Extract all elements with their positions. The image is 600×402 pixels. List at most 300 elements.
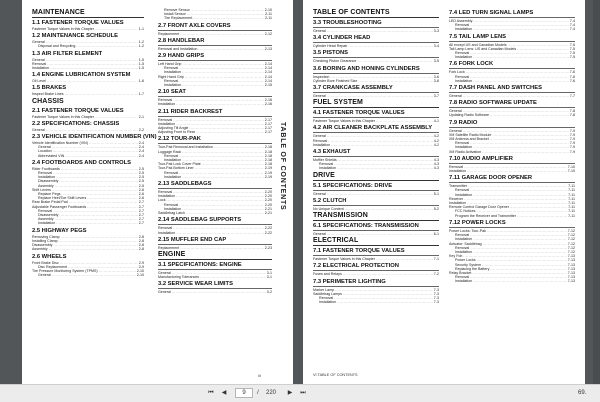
toc-section-heading[interactable]: 4.3 EXHAUST <box>313 149 439 157</box>
toc-dot-leader <box>331 143 433 147</box>
toc-entry-title: Key Fob <box>449 254 463 259</box>
toc-section-heading[interactable]: 3.7 CRANKCASE ASSEMBLY <box>313 85 439 93</box>
left-page-vertical-title: TABLE OF CONTENTS <box>279 122 286 211</box>
toc-entry-title: Transmitter <box>449 184 468 189</box>
toc-entry-page: 2-17 <box>264 117 272 122</box>
toc-entry-title: Installation <box>158 121 176 126</box>
toc-entry-page: 7-9 <box>569 141 575 146</box>
total-pages: 220 <box>265 390 276 396</box>
toc-entry-page: 2-10 <box>136 268 144 273</box>
toc-section-heading[interactable]: 3.2 SERVICE WEAR LIMITS <box>158 281 272 289</box>
toc-entry-title: Removal <box>32 61 47 66</box>
toc-dot-leader <box>65 92 138 96</box>
toc-dot-leader <box>473 279 567 283</box>
toc-entry-page: 2-5 <box>138 179 144 184</box>
toc-dot-leader <box>172 290 266 294</box>
toc-dot-leader <box>56 221 138 225</box>
toc-entry-title: Right Hand Grip <box>158 74 184 79</box>
toc-entry-page: 2-8 <box>138 247 144 252</box>
toc-section-heading[interactable]: 1.4 ENGINE LUBRICATION SYSTEM <box>32 72 131 79</box>
toc-section-heading[interactable]: 1.3 AIR FILTER ELEMENT <box>32 50 103 57</box>
toc-entry-title: Assembly <box>38 183 54 188</box>
toc-entry-page: 2-18 <box>264 162 272 167</box>
toc-entry-page: 7-12 <box>567 237 575 242</box>
toc-entry-page: 7-4 <box>569 23 575 28</box>
toc-entry[interactable] <box>449 79 575 83</box>
toc-dot-leader <box>47 79 138 83</box>
toc-section-heading[interactable]: 7.8 RADIO SOFTWARE UPDATE <box>449 100 575 108</box>
toc-entry-title: Installation <box>38 221 56 226</box>
toc-entry-page: 7-13 <box>567 279 575 284</box>
toc-chapter-heading[interactable]: TRANSMISSION <box>313 211 439 221</box>
toc-section-heading[interactable]: 4.1 FASTENER TORQUE VALUES <box>313 110 439 118</box>
toc-dot-leader <box>193 16 264 20</box>
toc-section-heading[interactable]: 2.10 SEAT <box>158 89 272 97</box>
toc-section-heading[interactable]: 7.11 GARAGE DOOR OPENER <box>449 175 575 183</box>
toc-section-heading[interactable]: 1.1 FASTENER TORQUE VALUES <box>32 20 124 26</box>
toc-entry-page: 2-5 <box>138 175 144 180</box>
toc-entry-page: 7-12 <box>567 233 575 238</box>
toc-section-heading[interactable]: 6.1 SPECIFICATIONS: TRANSMISSION <box>313 223 439 231</box>
toc-entry-page: 2-5 <box>138 171 144 176</box>
toc-entry-page: 7-4 <box>569 19 575 23</box>
right-page <box>303 0 585 384</box>
toc-entry-title: Tire Replacement <box>164 16 193 21</box>
toc-entry-title: Disassembly <box>32 243 53 248</box>
toc-entry[interactable] <box>313 272 439 276</box>
toc-entry[interactable] <box>313 119 439 123</box>
toc-dot-leader <box>463 94 569 98</box>
toc-entry-page: 4-3 <box>433 162 439 167</box>
toc-dot-leader <box>357 59 432 63</box>
toc-entry-title: General <box>38 145 51 150</box>
toc-entry-page: 7-3 <box>433 287 439 292</box>
toc-dot-leader <box>490 113 569 117</box>
toc-entry-page: 2-13 <box>264 46 272 51</box>
toc-entry[interactable] <box>32 27 144 31</box>
toc-section-heading[interactable]: 7.4 LED TURN SIGNAL LAMPS <box>449 10 575 18</box>
toc-entry[interactable] <box>32 128 144 132</box>
toc-entry-page: 2-14 <box>264 78 272 83</box>
toc-entry-page: 2-17 <box>264 126 272 131</box>
toc-entry-title: Removal <box>455 141 470 146</box>
toc-entry-page: 2-7 <box>138 200 144 205</box>
toc-entry-page: 7-5 <box>569 55 575 60</box>
toc-section-heading[interactable]: 7.9 RADIO <box>449 120 575 128</box>
toc-section-heading[interactable]: 5.2 CLUTCH <box>313 198 439 206</box>
toc-entry-title: Vehicle Identification Number (VIN) <box>32 141 88 146</box>
toc-section-heading[interactable]: 7.2 ELECTRICAL PROTECTION <box>313 263 439 271</box>
toc-entry[interactable] <box>449 27 575 31</box>
toc-section-heading[interactable]: 7.6 FORK LOCK <box>449 61 575 69</box>
toc-entry[interactable] <box>313 59 439 63</box>
toc-entry-title: Receiver <box>449 196 464 201</box>
toc-entry-page: 5-2 <box>433 206 439 211</box>
toc-entry-title: Removal <box>158 117 173 122</box>
toc-entry-title: General <box>449 109 462 114</box>
toc-entry[interactable] <box>313 257 439 261</box>
toc-entry[interactable] <box>158 32 272 36</box>
toc-section-heading[interactable]: 7.10 AUDIO AMPLIFIER <box>449 156 575 164</box>
zoom-level[interactable]: 69. <box>578 390 587 396</box>
toc-entry-page: 2-17 <box>264 130 272 135</box>
right-toc-column-2 <box>449 8 575 284</box>
toc-entry[interactable] <box>313 44 439 48</box>
toc-entry-title: Removal <box>455 51 470 56</box>
toc-entry-title: General <box>449 94 462 99</box>
toc-entry[interactable] <box>313 192 439 196</box>
toc-section-heading[interactable]: 3.3 TROUBLESHOOTING <box>313 20 439 28</box>
toc-entry-title: Installation <box>455 145 473 150</box>
toc-entry[interactable] <box>32 66 144 70</box>
toc-entry-page: 7-11 <box>568 184 575 189</box>
toc-entry[interactable] <box>32 92 144 96</box>
toc-section-heading[interactable]: 7.12 POWER LOCKS <box>449 220 575 228</box>
toc-entry-title: Updating Radio Software <box>449 113 489 118</box>
toc-entry-page: 7-11 <box>568 201 575 206</box>
toc-dot-leader <box>473 27 569 31</box>
toc-chapter-heading[interactable]: TABLE OF CONTENTS <box>313 8 439 18</box>
toc-entry-page: 7-11 <box>568 205 575 210</box>
toc-entry-page: 2-18 <box>264 153 272 158</box>
toc-entry[interactable] <box>158 47 272 51</box>
toc-dot-leader <box>376 257 433 261</box>
toc-section-heading[interactable]: 2.2 SPECIFICATIONS: CHASSIS <box>32 120 120 127</box>
toc-entry-title: Removal <box>164 170 179 175</box>
toc-entry-page: 2-17 <box>264 121 272 126</box>
previous-page-button[interactable]: ◀ <box>221 390 227 396</box>
toc-entry[interactable] <box>449 214 575 218</box>
toc-dot-leader <box>65 154 138 158</box>
toc-entry[interactable] <box>313 29 439 33</box>
toc-entry-title: Disassembly <box>38 213 59 218</box>
toc-dot-leader <box>473 55 569 59</box>
toc-entry-page: 2-14 <box>264 74 272 79</box>
toc-section-heading[interactable]: 2.14 SADDLEBAG SUPPORTS <box>158 217 272 225</box>
toc-entry-page: 7-6 <box>569 78 575 83</box>
toc-chapter-heading[interactable]: FUEL SYSTEM <box>313 98 439 108</box>
toc-entry-title: Installation <box>313 142 331 147</box>
toc-entry-title: Installation <box>455 27 473 32</box>
toc-entry[interactable] <box>158 130 272 134</box>
toc-entry[interactable] <box>158 290 272 294</box>
toc-entry-title: Removal <box>455 74 470 79</box>
toc-entry-title: Relay Bracket <box>449 270 472 275</box>
toc-entry[interactable] <box>32 79 144 83</box>
toc-dot-leader <box>176 231 264 235</box>
toc-dot-leader <box>473 79 569 83</box>
toc-entry-page: 7-13 <box>567 254 575 259</box>
toc-entry[interactable] <box>158 175 272 179</box>
toc-entry[interactable] <box>32 273 144 277</box>
toc-entry-title: Removal <box>158 226 173 231</box>
toc-entry-title: Fastener Torque Values in this Chapter <box>313 257 375 262</box>
vertical-scrollbar[interactable] <box>593 0 600 384</box>
toc-entry-page: 7-12 <box>567 245 575 250</box>
toc-entry-title: Remove Sensor <box>164 8 190 12</box>
toc-entry-page: 7-6 <box>569 74 575 79</box>
toc-entry-page: 7-13 <box>567 258 575 263</box>
toc-entry-page: 7-11 <box>568 213 575 218</box>
toc-entry-page: 3-2 <box>266 290 272 295</box>
toc-entry-title: Inspect Brake Lines <box>32 92 64 97</box>
page-number-input[interactable]: 9 <box>235 388 253 398</box>
toc-section-heading[interactable]: 7.7 DASH PANEL AND SWITCHES <box>449 85 575 93</box>
toc-entry-title: Install Sensor <box>164 12 186 17</box>
toc-entry-page: 2-21 <box>264 206 272 211</box>
toc-entry-page: 4-2 <box>433 134 439 139</box>
toc-entry[interactable] <box>158 231 272 235</box>
toc-entry-title: Adjustable Passenger Footboards <box>32 204 87 209</box>
toc-entry-title: Removal <box>158 98 173 103</box>
toc-entry-title: Actuator: Saddlebag <box>449 241 482 246</box>
toc-entry[interactable] <box>32 154 144 158</box>
toc-entry-page: 3-4 <box>433 44 439 49</box>
toc-entry-page: 7-9 <box>569 137 575 142</box>
toc-entry-title: Installation <box>449 201 467 206</box>
toc-section-heading[interactable]: 3.1 SPECIFICATIONS: ENGINE <box>158 262 272 270</box>
toc-entry-page: 2-1 <box>138 114 144 119</box>
toc-entry[interactable] <box>158 102 272 106</box>
toc-section-heading[interactable]: 5.1 SPECIFICATIONS: DRIVE <box>313 183 439 191</box>
toc-dot-leader <box>186 211 264 215</box>
toc-section-heading[interactable]: 2.15 MUFFLER END CAP <box>158 237 272 245</box>
toc-section-heading[interactable]: 7.5 TAIL LAMP LENS <box>449 34 575 42</box>
toc-entry[interactable] <box>158 211 272 215</box>
toc-entry-page: 7-11 <box>568 192 575 197</box>
toc-dot-leader <box>50 66 138 70</box>
toc-entry[interactable] <box>158 83 272 87</box>
toc-entry[interactable] <box>449 169 575 173</box>
toc-dot-leader <box>196 130 264 134</box>
toc-entry[interactable] <box>158 16 272 20</box>
toc-chapter-heading[interactable]: DRIVE <box>313 171 439 181</box>
toc-section-heading[interactable]: 4.2 AIR CLEANER BACKPLATE ASSEMBLY <box>313 125 439 133</box>
toc-chapter-heading[interactable]: MAINTENANCE <box>32 8 144 18</box>
toc-entry-page: 1-5 <box>138 57 144 62</box>
toc-section-heading[interactable]: 3.5 PISTONS <box>313 50 439 58</box>
toc-section-heading[interactable]: 2.8 HANDLEBAR <box>158 38 272 46</box>
toc-entry-page: 2-20 <box>264 198 272 203</box>
toc-entry-title: General <box>313 29 326 33</box>
toc-entry[interactable] <box>32 247 144 251</box>
toc-entry-title: Installation <box>164 83 182 88</box>
toc-entry-page: 4-2 <box>433 142 439 147</box>
toc-section-heading[interactable]: 2.1 FASTENER TORQUE VALUES <box>32 107 124 114</box>
toc-entry-title: Saddlebag Latch <box>158 211 185 216</box>
toc-dot-leader <box>327 192 433 196</box>
toc-entry[interactable] <box>449 279 575 283</box>
toc-entry-title: Removal <box>319 162 334 167</box>
toc-section-heading[interactable]: 7.3 PERIMETER LIGHTING <box>313 279 439 287</box>
toc-entry-page: 7-12 <box>567 241 575 246</box>
toc-entry-title: Replace Pegs <box>38 192 61 197</box>
left-page-number: iii <box>258 373 261 378</box>
toc-entry-page: 1-2 <box>138 44 144 49</box>
toc-entry-title: Tour-Pak Bottom Liner <box>158 166 194 171</box>
toc-entry-page: 2-21 <box>264 211 272 216</box>
toc-entry-title: Adjusting Tilt Angle <box>158 126 189 131</box>
toc-entry-page: 7-13 <box>567 262 575 267</box>
toc-entry-page: 2-9 <box>138 264 144 269</box>
toc-section-heading[interactable]: 2.12 TOUR-PAK <box>158 136 272 144</box>
toc-entry-page: 2-4 <box>138 153 144 158</box>
toc-entry-page: 2-20 <box>264 202 272 207</box>
toc-entry-title: Removal <box>38 208 53 213</box>
toc-entry-title: Replace Heel/Toe Shift Levers <box>38 196 87 201</box>
toc-entry-title: Fuses and Relays <box>313 272 342 277</box>
toc-entry[interactable] <box>313 143 439 147</box>
toc-entry[interactable] <box>449 55 575 59</box>
next-page-button[interactable]: ▶ <box>287 390 293 396</box>
toc-chapter-heading[interactable]: ENGINE <box>158 250 272 260</box>
toc-chapter-heading[interactable]: ELECTRICAL <box>313 236 439 246</box>
toc-entry-page: 1-5 <box>138 66 144 71</box>
toc-entry-page: 3-6 <box>433 74 439 79</box>
toc-entry-title: Installation <box>164 70 182 75</box>
toc-entry-title: Installation <box>455 55 473 60</box>
toc-entry-page: 7-8 <box>569 113 575 118</box>
toc-dot-leader <box>46 128 138 132</box>
pdf-toolbar <box>0 384 600 402</box>
toc-entry[interactable] <box>32 115 144 119</box>
toc-entry-page: 1-7 <box>138 92 144 97</box>
toc-entry-page: 7-8 <box>569 109 575 114</box>
toc-entry-title: Cylinder Head Repair <box>313 44 348 49</box>
toc-entry-page: 3-1 <box>266 270 272 275</box>
toc-entry-title: Installation <box>449 169 467 174</box>
toc-entry-title: General <box>449 128 462 133</box>
toc-section-heading[interactable]: 2.7 FRONT AXLE COVERS <box>158 23 272 31</box>
toc-entry-title: Tour-Pak Lock Cover Plate <box>158 162 201 167</box>
toc-entry[interactable] <box>32 44 144 48</box>
toc-entry-title: Muffler Shields <box>313 158 337 163</box>
toc-entry-title: XM Antenna and Bracket <box>449 137 489 142</box>
toc-entry-page: 7-3 <box>433 300 439 305</box>
toc-section-heading[interactable]: 7.1 FASTENER TORQUE VALUES <box>313 248 439 256</box>
toc-entry-page: 3-7 <box>433 94 439 99</box>
toc-section-heading[interactable]: 2.3 VEHICLE IDENTIFICATION NUMBER (VIN) <box>32 134 157 141</box>
toc-entry-page: 7-12 <box>567 228 575 233</box>
toc-entry-title: Installation <box>164 158 182 163</box>
toc-entry-page: 2-5 <box>138 166 144 171</box>
toc-entry-title: Installation <box>158 194 176 199</box>
toc-entry-title: Tour-Pak Removal and Installation <box>158 145 213 150</box>
toc-entry-title: General <box>158 270 171 275</box>
toc-entry-page: 2-16 <box>264 98 272 103</box>
toc-dot-leader <box>180 32 264 36</box>
toc-entry-page: 2-6 <box>138 187 144 192</box>
toc-dot-leader <box>482 150 569 154</box>
toc-entry[interactable] <box>449 113 575 117</box>
toc-entry-title: Installing Clamp <box>32 238 58 243</box>
toc-entry-page: 7-9 <box>569 149 575 154</box>
toc-entry-title: Shift Levers <box>32 187 51 192</box>
toc-entry-page: 2-5 <box>138 183 144 188</box>
toc-entry-page: 2-14 <box>264 62 272 67</box>
toc-entry-title: Tire Pressure Monitoring System (TPMS) <box>32 268 98 273</box>
toc-dot-leader <box>348 44 432 48</box>
toc-dot-leader <box>76 44 137 48</box>
toc-entry-page: 2-18 <box>264 145 272 150</box>
toc-entry[interactable] <box>32 221 144 225</box>
toc-entry-page: 4-3 <box>433 166 439 171</box>
toc-entry-title: Installation <box>164 174 182 179</box>
toc-dot-leader <box>343 272 433 276</box>
toc-dot-leader <box>467 169 567 173</box>
toc-entry[interactable] <box>449 150 575 154</box>
toc-chapter-heading[interactable]: CHASSIS <box>32 97 64 105</box>
toc-entry-page: 7-13 <box>567 275 575 280</box>
toc-entry-title: XM Radio Activation <box>449 149 482 154</box>
toc-section-heading[interactable]: 3.6 BORING AND HONING CYLINDERS <box>313 66 439 74</box>
toc-entry-page: 2-20 <box>264 190 272 195</box>
toc-entry-title: Lock <box>158 198 166 203</box>
toc-entry-title: Assembly <box>32 247 48 252</box>
toc-entry-page: 4-2 <box>433 138 439 143</box>
toc-entry-title: General <box>38 273 51 278</box>
toc-entry-title: Rider Footboards <box>32 166 60 171</box>
toc-entry-page: 2-4 <box>138 149 144 154</box>
toc-section-heading[interactable]: 1.2 MAINTENANCE SCHEDULE <box>32 33 118 40</box>
toc-entry-page: 2-4 <box>138 141 144 146</box>
toc-section-heading[interactable]: 2.13 SADDLEBAGS <box>158 181 272 189</box>
page-separator: / <box>257 390 259 396</box>
toc-dot-leader <box>327 29 433 33</box>
toc-section-heading[interactable]: 2.5 HIGHWAY PEGS <box>32 227 87 234</box>
right-toc-column-1 <box>313 8 439 304</box>
toc-section-heading[interactable]: 2.6 WHEELS <box>32 253 67 260</box>
toc-entry-title: Replacement <box>158 31 180 36</box>
toc-entry-title: General <box>32 127 45 132</box>
toc-entry[interactable] <box>313 79 439 83</box>
toc-dot-leader <box>182 83 264 87</box>
toc-entry-page: 7-12 <box>567 249 575 254</box>
toc-entry-page: 7-4 <box>569 27 575 32</box>
toc-entry-title: Replacing the Battery <box>455 266 490 271</box>
first-page-button[interactable]: ⏮ <box>208 390 214 396</box>
toc-entry-title: Tail Lamp Lens: US and Canadian Models <box>449 46 517 51</box>
toc-entry-page: 7-9 <box>569 128 575 133</box>
toc-entry-page: 7-10 <box>567 164 575 169</box>
toc-entry[interactable] <box>313 300 439 304</box>
toc-entry-title: Inspection <box>313 74 330 79</box>
toc-entry-title: Installation <box>319 300 337 305</box>
toc-dot-leader <box>52 273 136 277</box>
toc-entry-title: Rear Brake Pedal Pad <box>32 200 68 205</box>
toc-entry[interactable] <box>158 275 272 279</box>
toc-entry-page: 3-6 <box>433 78 439 83</box>
last-page-button[interactable]: ⏭ <box>300 390 306 396</box>
toc-section-heading[interactable]: 3.4 CYLINDER HEAD <box>313 35 439 43</box>
right-page-footer: VI TABLE OF CONTENTS <box>313 373 358 377</box>
toc-entry-page: 2-15 <box>264 83 272 88</box>
toc-entry-page: 7-3 <box>433 291 439 296</box>
toc-entry-page: 2-10 <box>264 8 272 12</box>
toc-entry-page: 2-10 <box>136 273 144 278</box>
toc-entry[interactable] <box>449 94 575 98</box>
toc-entry-page: 6-1 <box>433 232 439 237</box>
toc-entry-page: 7-3 <box>433 296 439 301</box>
toc-entry-title: Fastener Torque Values in this Chapter <box>32 27 94 31</box>
toc-section-heading[interactable]: 2.9 HAND GRIPS <box>158 53 272 61</box>
toc-section-heading[interactable]: 2.4 FOOTBOARDS AND CONTROLS <box>32 159 131 166</box>
toc-section-heading[interactable]: 2.11 RIDER BACKREST <box>158 109 272 117</box>
toc-entry-page: 7-5 <box>569 46 575 51</box>
toc-section-heading[interactable]: 1.5 BRAKES <box>32 85 67 92</box>
toc-entry-page: 3-3 <box>433 29 439 33</box>
toc-entry-page: 2-14 <box>264 66 272 71</box>
